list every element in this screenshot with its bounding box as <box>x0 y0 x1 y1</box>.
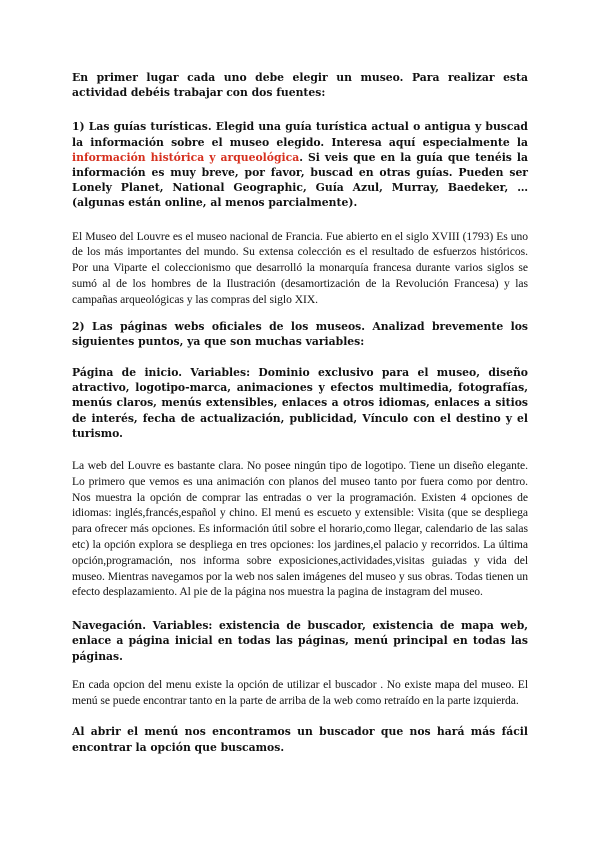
fuente-1-highlight: información histórica y arqueológica <box>72 150 300 164</box>
web-description: La web del Louvre es bastante clara. No posee ningún tipo de logotipo. Tiene un diseño elegante. Lo primero que vemos es una animación con planos del museo tanto por fuera como por dentro. Nos muestra la opción de comprar las entradas o ver la programación. Existen 4 opciones de idiomas: inglés,francés,español y chino. El menú es escueto y extensible: Visita (que se despliega para ofrecer más opciones. Es información útil sobre el horario,como llegar, calendario de las salas etc) la opción explora se despliega en tres opciones: los jardines,el palacio y recorridos. La última opción,programación, nos informa sobre exposiciones,actividades,visitas guiadas y vida del museo. Mientras navegamos por la web nos salen imágenes del museo y sus obras. Todas tienen un efecto desplazamiento. Al pie de la página nos muestra la pagina de instagram del museo. <box>72 459 528 599</box>
navegacion-heading: Navegación. Variables: existencia de buscador, existencia de mapa web, enlace a página inicial en todas las páginas, menú principal en todas las páginas. <box>72 619 528 663</box>
fuente-1-paragraph <box>72 119 528 210</box>
fuente-1-text-before: 1) Las guías turísticas. Elegid una guía turística actual o antigua y buscad la información sobre el museo elegido. Interesa aquí especialmente la <box>72 120 528 149</box>
pagina-inicio-heading: Página de inicio. Variables: Dominio exclusivo para el museo, diseño atractivo, logotipo-marca, animaciones y efectos multimedia, fotografías, menús claros, menús extensibles, enlaces a otros idiomas, enlaces a sitios de interés, fecha de actualización, publicidad, Vínculo con el destino y el turismo. <box>72 366 528 440</box>
document-page <box>72 70 528 755</box>
final-paragraph: Al abrir el menú nos encontramos un buscador que nos hará más fácil encontrar la opción que buscamos. <box>72 725 528 754</box>
louvre-description: El Museo del Louvre es el museo nacional de Francia. Fue abierto en el siglo XVIII (1793) Es uno de los más importantes del mundo. Su extensa colección es el resultado de esfuerzos históricos. Por una Viparte el coleccionismo que desarrolló la monarquía francesa durante varios siglos se sumó al de los hombres de la Ilustración (desamortización de la Revolución Francesa) y las campañas arqueológicas y las compras del siglo XIX. <box>72 229 528 306</box>
fuente-1-text-after: . Si veis que en la guía que tenéis la información es muy breve, por favor, buscad en otras guías. Pueden ser Lonely Planet, National Geographic, Guía Azul, Murray, Baedeker, … (algunas están online, al menos parcialmente). <box>72 150 528 210</box>
menu-description: En cada opcion del menu existe la opción de utilizar el buscador . No existe mapa del museo. El menú se puede encontrar tanto en la parte de arriba de la web como retraído en la parte izquierda. <box>72 677 528 707</box>
fuente-2-paragraph: 2) Las páginas webs oficiales de los museos. Analizad brevemente los siguientes puntos, ya que son muchas variables: <box>72 319 528 348</box>
intro-paragraph: En primer lugar cada uno debe elegir un museo. Para realizar esta actividad debéis trabajar con dos fuentes: <box>72 71 528 100</box>
